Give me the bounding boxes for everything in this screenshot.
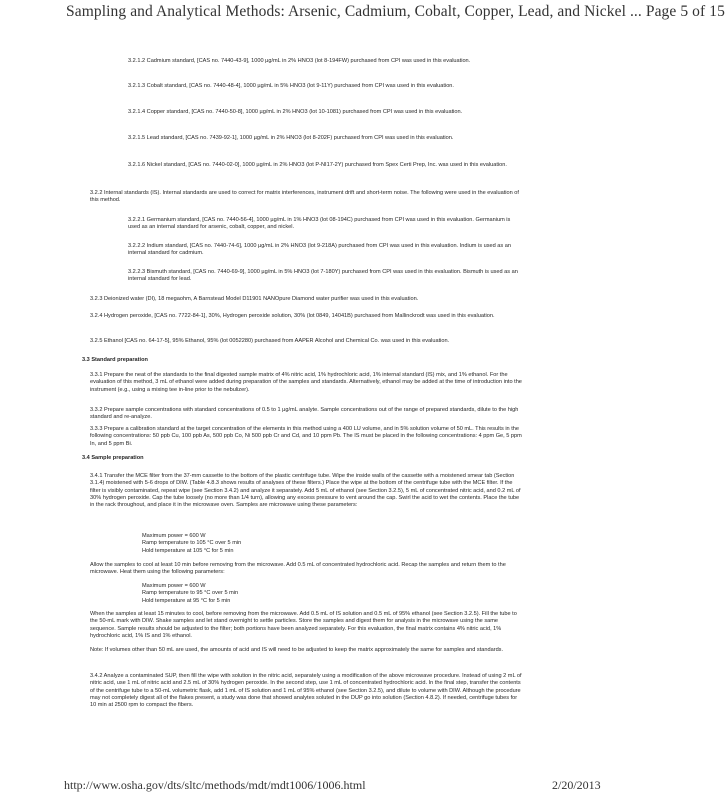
page-header-title: Sampling and Analytical Methods: Arsenic, Cadmium, Cobalt, Copper, Lead, and Nickel ... Page 5 of 15 (66, 3, 725, 20)
parameter-line: Ramp temperature to 95 °C over 5 min (142, 590, 239, 597)
parameter-line: Hold temperature at 105 °C for 5 min (142, 547, 234, 554)
section-3-2-1-5: 3.2.1.5 Lead standard, [CAS no. 7439-92-1], 1000 µg/mL in 2% HNO3 (lot 8-202F) purchased from CPI was used in this evaluation. (128, 135, 454, 141)
section-3-4-1-cooling: Allow the samples to cool at least 10 min before removing from the microwave. Add 0.5 mL of concentrated hydrochloric acid. Recap the samples and return them to the microwave. Heat them using the following parameters: (90, 562, 506, 576)
section-3-2-2-1: 3.2.2.1 Germanium standard, [CAS no. 7440-56-4], 1000 µg/mL in 1% HNO3 (lot 08-194C) purchased from CPI was used in this evaluation. Germanium is used as an internal standard for arsenic, cobalt, copper, and nickel. (128, 217, 511, 231)
parameter-line: Maximum power = 600 W (142, 583, 206, 589)
section-3-2-1-4: 3.2.1.4 Copper standard, [CAS no. 7440-50-8], 1000 µg/mL in 2% HNO3 (lot 10-1081) purchased from CPI was used in this evaluation. (128, 109, 463, 115)
section-3-4-1-final: When the samples at least 15 minutes to cool, before removing from the microwave. Add 0.5 mL of IS solution and 0.5 mL of 95% ethanol (see Section 3.2.5). Fill the tube to the 50-mL mark with DIW. Shake samples and let stand overnight to settle particles. Store the samples and digest them for analysis in the microwave using the same sequence. Sample results should be adjusted to the filter; both portions have been analyzed separately. For this evaluation, the final matrix contains 4% nitric acid, 1% hydrochloric acid, 1% IS and 1% ethanol. (90, 611, 517, 639)
page-footer-date: 2/20/2013 (552, 778, 601, 792)
section-3-2-2-3: 3.2.2.3 Bismuth standard, [CAS no. 7440-69-9], 1000 µg/mL in 5% HNO3 (lot 7-180Y) purchased from CPI was used in this evaluation. Bismuth is used as an internal standard for lead. (128, 269, 518, 283)
section-3-2-1-2: 3.2.1.2 Cadmium standard, [CAS no. 7440-43-9], 1000 µg/mL in 2% HNO3 (lot 8-194FW) purchased from CPI was used in this evaluation. (128, 58, 471, 64)
section-3-2-2-2: 3.2.2.2 Indium standard, [CAS no. 7440-74-6], 1000 µg/mL in 2% HNO3 (lot 9-218A) purchased from CPI was used in this evaluation. Indium is used as an internal standard for cadmium. (128, 243, 511, 257)
section-3-2-2: 3.2.2 Internal standards (IS). Internal standards are used to correct for matrix interferences, instrument drift and short-term noise. The following were used in the evaluation of this method. (90, 190, 519, 204)
section-3-3-3: 3.3.3 Prepare a calibration standard at the target concentration of the elements in this method using a 400 LU volume, and in 5% solution volume of 50 mL. This results in the following concentrations: 50 ppb Cu, 100 ppb As, 500 ppb Co, Ni 500 ppb Cr and Cd, and 10 ppm Pb. The IS must be placed in the following concentrations: 4 ppm Ge, 5 ppm In, and 5 ppm Bi. (90, 426, 522, 447)
parameter-line: Ramp temperature to 105 °C over 5 min (142, 540, 242, 547)
section-3-4-1-note: Note: If volumes other than 50 mL are used, the amounts of acid and IS will need to be adjusted to keep the matrix approximately the same for samples and standards. (90, 647, 504, 653)
section-3-4-heading: 3.4 Sample preparation (82, 455, 144, 461)
parameter-line: Maximum power = 600 W (142, 533, 206, 539)
section-3-3-2: 3.3.2 Prepare sample concentrations with standard concentrations of 0.5 to 1 µg/mL analyte. Sample concentrations out of the range of prepared standards, dilute to the high standard and re-analyze. (90, 407, 519, 421)
section-3-4-1: 3.4.1 Transfer the MCE filter from the 37-mm cassette to the bottom of the plastic centrifuge tube. Wipe the inside walls of the cassette with a moistened smear tab (Section 3.1.4) moistened with 5-6 drops of DIW. (Table 4.8.3 shows results of analyses of these filters.) Place the wipe at the bottom of the centrifuge tube with the MCE filter. If the filter is visibly contaminated, repeat wipe (see Section 3.4.2) and analyze it separately. Add 5 mL of ethanol (see Section 3.2.5), 5 mL of concentrated nitric acid, and 0.2 mL of 30% hydrogen peroxide. Cap the tube loosely (no more than 1/4 turn), allowing any excess pressure to vent around the cap. Swirl the acid to wet the contents. Place the tube in the rack throughout, and place it in the microwave oven. Samples are microwave using these parameters: (90, 473, 521, 509)
section-3-3-1: 3.3.1 Prepare the neat of the standards to the final digested sample matrix of 4% nitric acid, 1% hydrochloric acid, 1% internal standard (IS) mix, and 1% ethanol. For the evaluation of this method, 3 mL of ethanol were added during preparation of the samples and standards. Alternatively, ethanol may be added at the time of introduction into the instrument (e.g., using a mixing tee in-line prior to the nebulizer). (90, 372, 522, 393)
section-3-2-5: 3.2.5 Ethanol [CAS no. 64-17-5], 95% Ethanol, 95% (lot 0052280) purchased from AAPER Alcohol and Chemical Co. was used in this evaluation. (90, 338, 450, 344)
page-footer-url: http://www.osha.gov/dts/sltc/methods/mdt/mdt1006/1006.html (64, 778, 366, 792)
section-3-2-4: 3.2.4 Hydrogen peroxide, [CAS no. 7722-84-1], 30%, Hydrogen peroxide solution, 30% (lot 0849, 14041B) purchased from Mallinckrodt was used in this evaluation. (90, 313, 495, 319)
microwave-parameters-2 (142, 583, 442, 605)
parameter-line: Hold temperature at 95 °C for 5 min (142, 597, 231, 604)
section-3-2-1-6: 3.2.1.6 Nickel standard, [CAS no. 7440-02-0], 1000 µg/mL in 2% HNO3 (lot P-NI17-2Y) purchased from Spex Certi Prep, Inc. was used in this evaluation. (128, 162, 507, 168)
section-3-3-heading: 3.3 Standard preparation (82, 357, 148, 363)
section-3-2-3: 3.2.3 Deionized water (DI), 18 megaohm, A Barnstead Model D11901 NANOpure Diamond water purifier was used in this evaluation. (90, 296, 419, 302)
section-3-4-2: 3.4.2 Analyze a contaminated SUP, then fill the wipe with solution in the nitric acid, separately using a modification of the above microwave procedure. Instead of using 2 mL of nitric acid, use 1 mL of nitric acid and 2.5 mL of 30% hydrogen peroxide. In the second step, use 1 mL of concentrated hydrochloric acid. In the final step, transfer the contents of the centrifuge tube to a 50-mL volumetric flask, add 1 mL of IS solution and 1 mL of 95% ethanol (see Section 3.2.5), and dilute to volume with DIW. Although the procedure may not completely digest all of the flakes present, a study was done that showed analytes soluted in the DUP go into solution (Section 4.8.2). If needed, centrifuge tubes for 10 min at 2500 rpm to compact the fibers. (90, 673, 522, 709)
section-3-2-1-3: 3.2.1.3 Cobalt standard, [CAS no. 7440-48-4], 1000 µg/mL in 5% HNO3 (lot 9-11Y) purchased from CPI was used in this evaluation. (128, 83, 454, 89)
microwave-parameters-1 (142, 533, 442, 555)
